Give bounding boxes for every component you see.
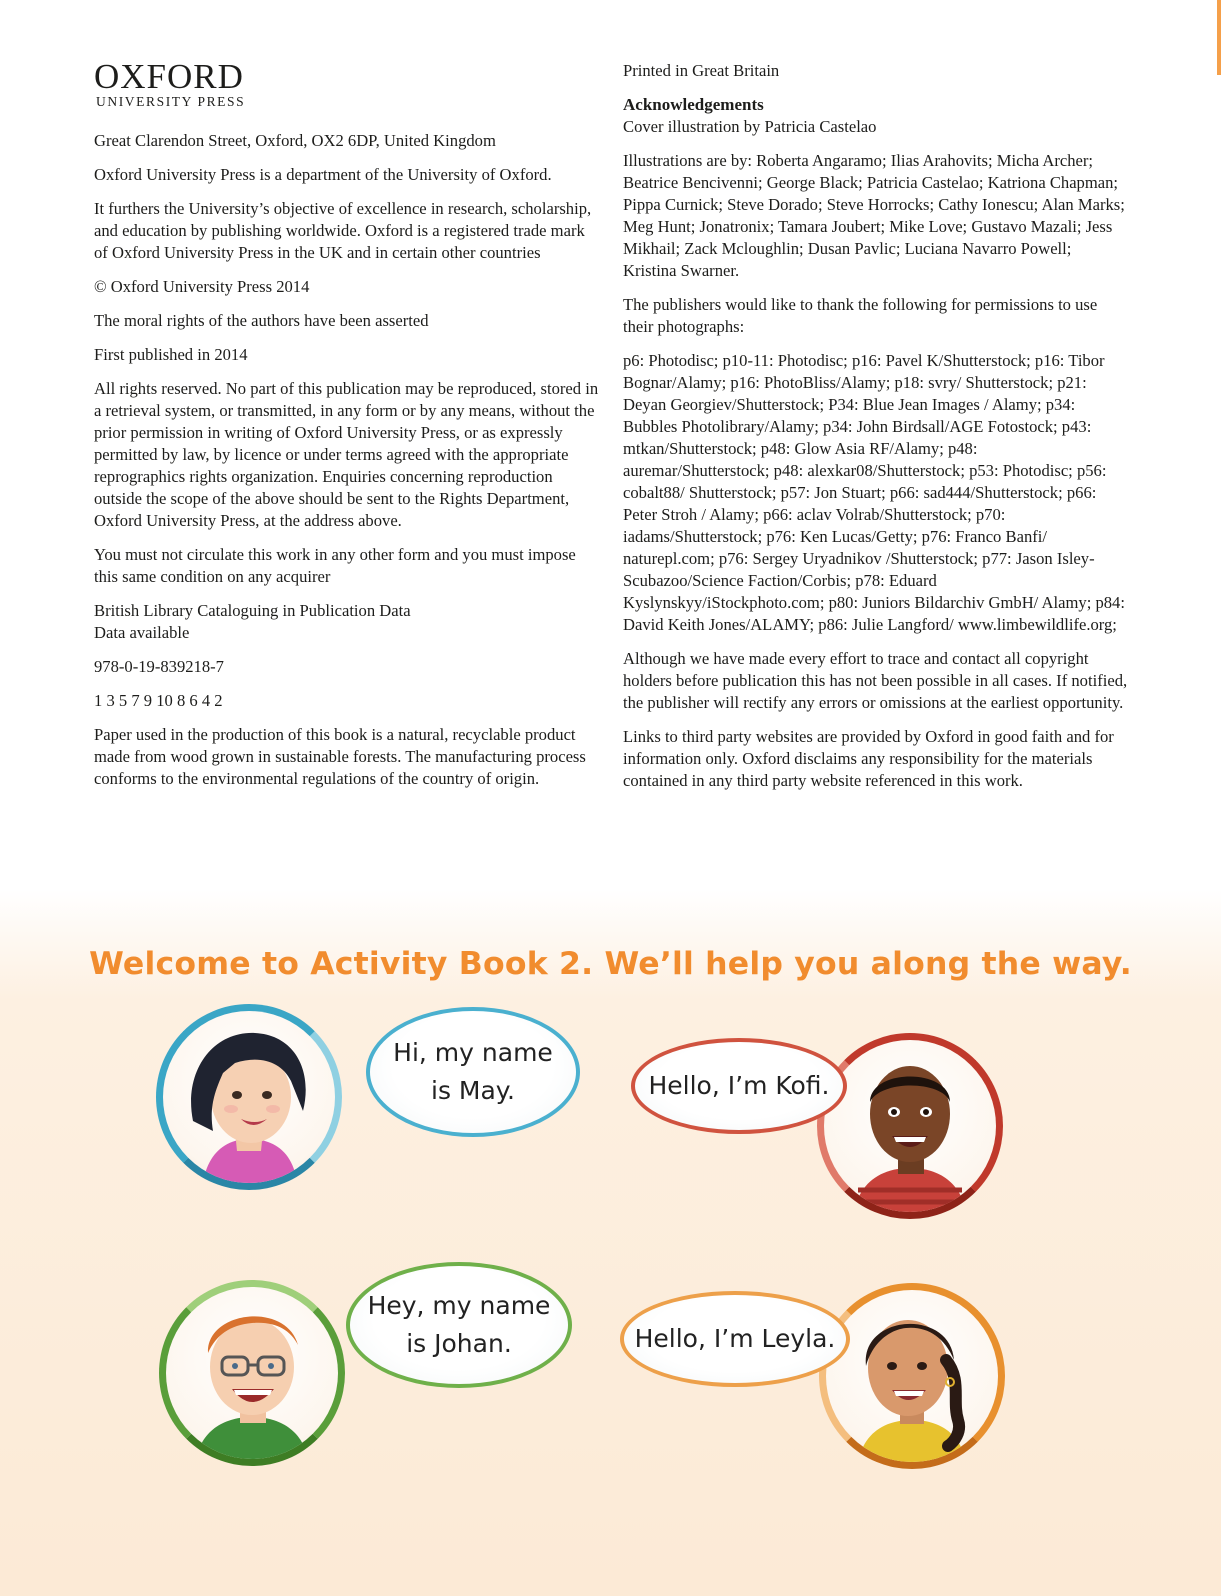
moral-rights-notice: The moral rights of the authors have been asserted [94, 311, 429, 330]
johan-illustration [166, 1287, 338, 1459]
page-edge-tab [1217, 0, 1221, 75]
third-party-links-notice: Links to third party websites are provided by Oxford in good faith and for information only. Oxford disclaims any responsibility for the materials contained in any third party website referenced in this work. [623, 727, 1114, 790]
may-speech-bubble: Hi, my name is May. [366, 1007, 580, 1137]
first-published: First published in 2014 [94, 345, 248, 364]
photo-thanks: The publishers would like to thank the following for permissions to use their photographs: [623, 295, 1098, 336]
acknowledgements-heading: Acknowledgements [623, 95, 764, 114]
johan-portrait [159, 1280, 345, 1466]
cataloguing-data: British Library Cataloguing in Publication Data Data available [94, 601, 411, 642]
photo-credits: p6: Photodisc; p10-11: Photodisc; p16: Pavel K/Shutterstock; p16: Tibor Bognar/Alamy; p16: PhotoBliss/Alamy; p18: svry/ Shutterstock; p21: Deyan Georgiev/Shutterstock; P34: Blue Jean Images / Alamy; p34: Bubbles Photolibrary/Alamy; p34: John Birdsall/AGE Fotostock; p43: mtkan/Shutterstock; p48: Glow Asia RF/Alamy; p48: auremar/Shutterstock; p48: alexkar08/Shutterstock; p53: Photodisc; p56: cobalt88/ Shutterstock; p57: Jon Stuart; p66: sad444/Shutterstock; p66: Peter Stroh / Alamy; p66: aclav Volrab/Shutterstock; p70: iadams/Shutterstock; p76: Ken Lucas/Getty; p76: Franco Banfi/ naturepl.com; p76: Sergey Uryadnikov /Shutterstock; p77: Jason Isley-Scubazoo/Science Faction/Corbis; p78: Eduard Kyslynskyy/iStockphoto.com; p80: Juniors Bildarchiv GmbH/ Alamy; p84: David Keith Jones/ALAMY; p86: Julie Langford/ www.limbewildlife.org; [623, 351, 1125, 634]
isbn: 978-0-19-839218-7 [94, 657, 224, 676]
may-portrait [156, 1004, 342, 1190]
leyla-portrait [819, 1283, 1005, 1469]
may-illustration [163, 1011, 335, 1183]
printed-in: Printed in Great Britain [623, 61, 780, 80]
left-column [94, 57, 599, 802]
kofi-speech-bubble: Hello, I’m Kofi. [631, 1038, 847, 1134]
cover-credit: Cover illustration by Patricia Castelao [623, 117, 877, 136]
welcome-heading: Welcome to Activity Book 2. We’ll help you along the way. [89, 946, 1132, 982]
leyla-illustration [826, 1290, 998, 1462]
print-line: 1 3 5 7 9 10 8 6 4 2 [94, 691, 223, 710]
kofi-portrait [817, 1033, 1003, 1219]
oxford-logo [94, 57, 599, 110]
leyla-speech-bubble: Hello, I’m Leyla. [620, 1291, 850, 1387]
trace-notice: Although we have made every effort to trace and contact all copyright holders before publication this has not been possible in all cases. If notified, the publisher will rectify any errors or omissions at the earliest opportunity. [623, 649, 1128, 712]
logo-sub-text: UNIVERSITY PRESS [96, 94, 246, 109]
right-column [623, 60, 1128, 804]
publisher-address: Great Clarendon Street, Oxford, OX2 6DP, United Kingdom [94, 131, 496, 150]
circulation-notice: You must not circulate this work in any other form and you must impose this same condition on any acquirer [94, 545, 576, 586]
rights-reserved-notice: All rights reserved. No part of this publication may be reproduced, stored in a retrieval system, or transmitted, in any form or by any means, without the prior permission in writing of Oxford University Press, or as expressly permitted by law, by licence or under terms agreed with the appropriate reprographics rights organization. Enquiries concerning reproduction outside the scope of the above should be sent to the Rights Department, Oxford University Press, at the address above. [94, 379, 599, 530]
paper-statement: Paper used in the production of this book is a natural, recyclable product made from wood grown in sustainable forests. The manufacturing process conforms to the environmental regulations of the country of origin. [94, 725, 586, 788]
objective-statement: It furthers the University’s objective of excellence in research, scholarship, and education by publishing worldwide. Oxford is a registered trade mark of Oxford University Press in the UK and in certain other countries [94, 199, 592, 262]
department-statement: Oxford University Press is a department of the University of Oxford. [94, 165, 552, 184]
johan-speech-bubble: Hey, my name is Johan. [346, 1262, 572, 1388]
kofi-illustration [824, 1040, 996, 1212]
copyright-notice: © Oxford University Press 2014 [94, 277, 310, 296]
logo-main-text: OXFORD [94, 57, 244, 96]
illustration-credits: Illustrations are by: Roberta Angaramo; Ilias Arahovits; Micha Archer; Beatrice Bencivenni; George Black; Patricia Castelao; Katriona Chapman; Pippa Curnick; Steve Dorado; Steve Horrocks; Cathy Ionescu; Alan Marks; Meg Hunt; Jonatronix; Tamara Joubert; Mike Love; Gustavo Mazali; Jess Mikhail; Zack Mcloughlin; Dusan Pavlic; Luciana Navarro Powell; Kristina Swarner. [623, 151, 1125, 280]
